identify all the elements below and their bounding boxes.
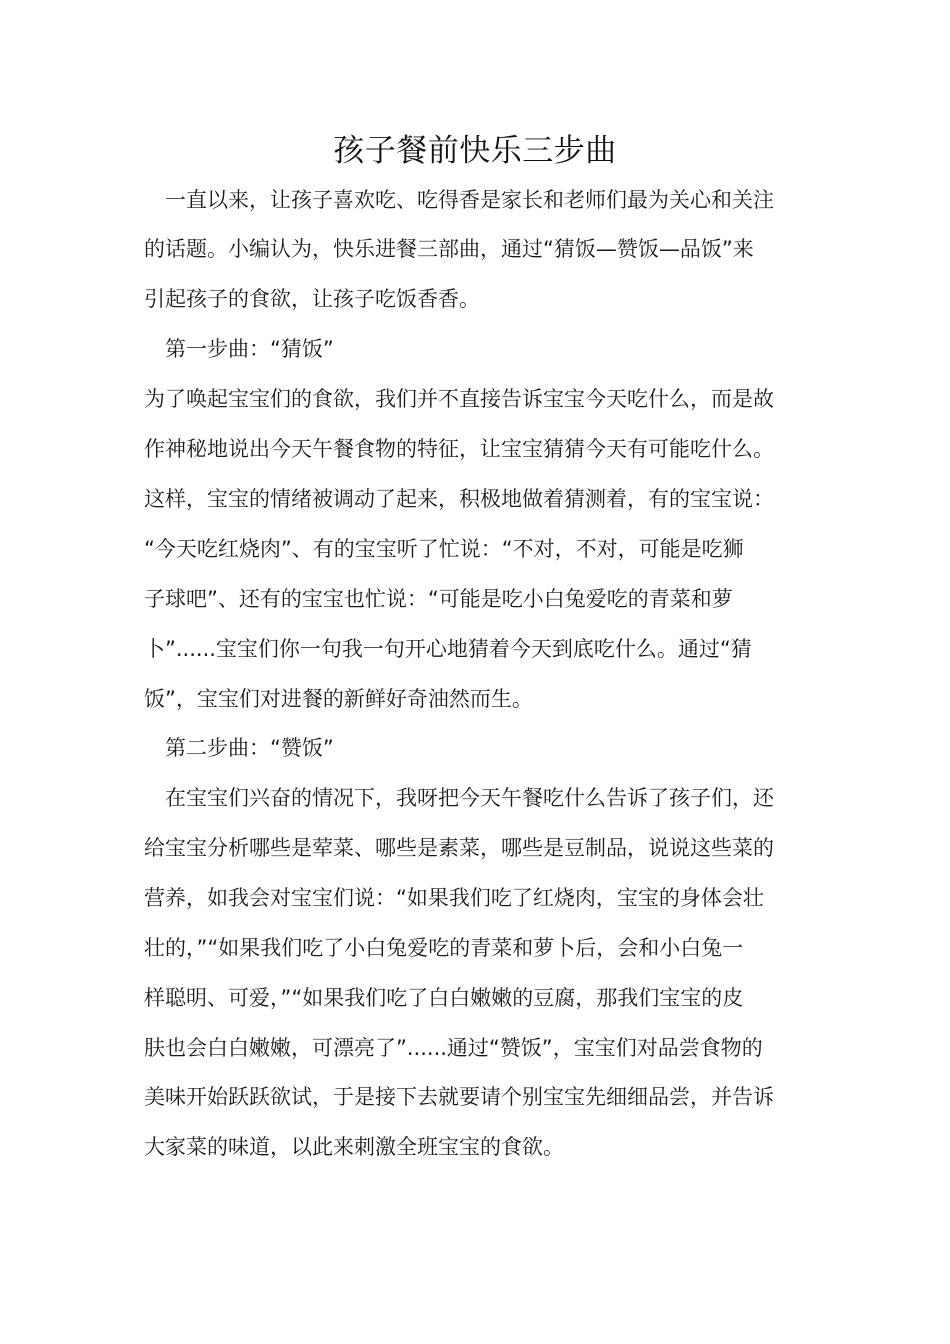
text-line: 这样，宝宝的情绪被调动了起来，积极地做着猜测着，有的宝宝说： [144,487,774,511]
text-line: 壮的，”“如果我们吃了小白兔爱吃的青菜和萝卜后，会和小白兔一 [144,936,744,960]
document-title: 孩子餐前快乐三步曲 [333,133,617,169]
text-line: 作神秘地说出今天午餐食物的特征，让宝宝猜猜今天有可能吃什么。 [144,437,774,461]
text-line: 美味开始跃跃欲试，于是接下去就要请个别宝宝先细细品尝，并告诉 [144,1085,774,1109]
text-line: 的话题。小编认为，快乐进餐三部曲，通过“猜饭—赞饭—品饭”来 [144,237,754,261]
section-heading-step-1: 第一步曲：“猜饭” [144,337,334,361]
text-line: 引起孩子的食欲，让孩子吃饭香香。 [144,287,480,311]
text-line: 饭”，宝宝们对进餐的新鲜好奇油然而生。 [144,687,533,711]
text-line: 大家菜的味道，以此来刺激全班宝宝的食欲。 [144,1135,564,1159]
text-line: 为了唤起宝宝们的食欲，我们并不直接告诉宝宝今天吃什么，而是故 [144,387,774,411]
section-heading-step-2: 第二步曲：“赞饭” [144,736,334,760]
text-line: 营养，如我会对宝宝们说：“如果我们吃了红烧肉，宝宝的身体会壮 [144,886,764,910]
text-line: 给宝宝分析哪些是荤菜、哪些是素菜，哪些是豆制品，说说这些菜的 [144,836,774,860]
text-line: 卜”......宝宝们你一句我一句开心地猜着今天到底吃什么。通过“猜 [144,637,752,661]
text-line: 肤也会白白嫩嫩，可漂亮了”......通过“赞饭”，宝宝们对品尝食物的 [144,1036,763,1060]
text-line: 一直以来，让孩子喜欢吃、吃得香是家长和老师们最为关心和关注 [144,188,774,212]
text-line: 子球吧”、还有的宝宝也忙说：“可能是吃小白兔爱吃的青菜和萝 [144,587,733,611]
text-line: 在宝宝们兴奋的情况下，我呀把今天午餐吃什么告诉了孩子们，还 [144,786,774,810]
text-line: “今天吃红烧肉”、有的宝宝听了忙说：“不对，不对，可能是吃狮 [144,537,744,561]
text-line: 样聪明、可爱，”“如果我们吃了白白嫩嫩的豆腐，那我们宝宝的皮 [144,986,744,1010]
